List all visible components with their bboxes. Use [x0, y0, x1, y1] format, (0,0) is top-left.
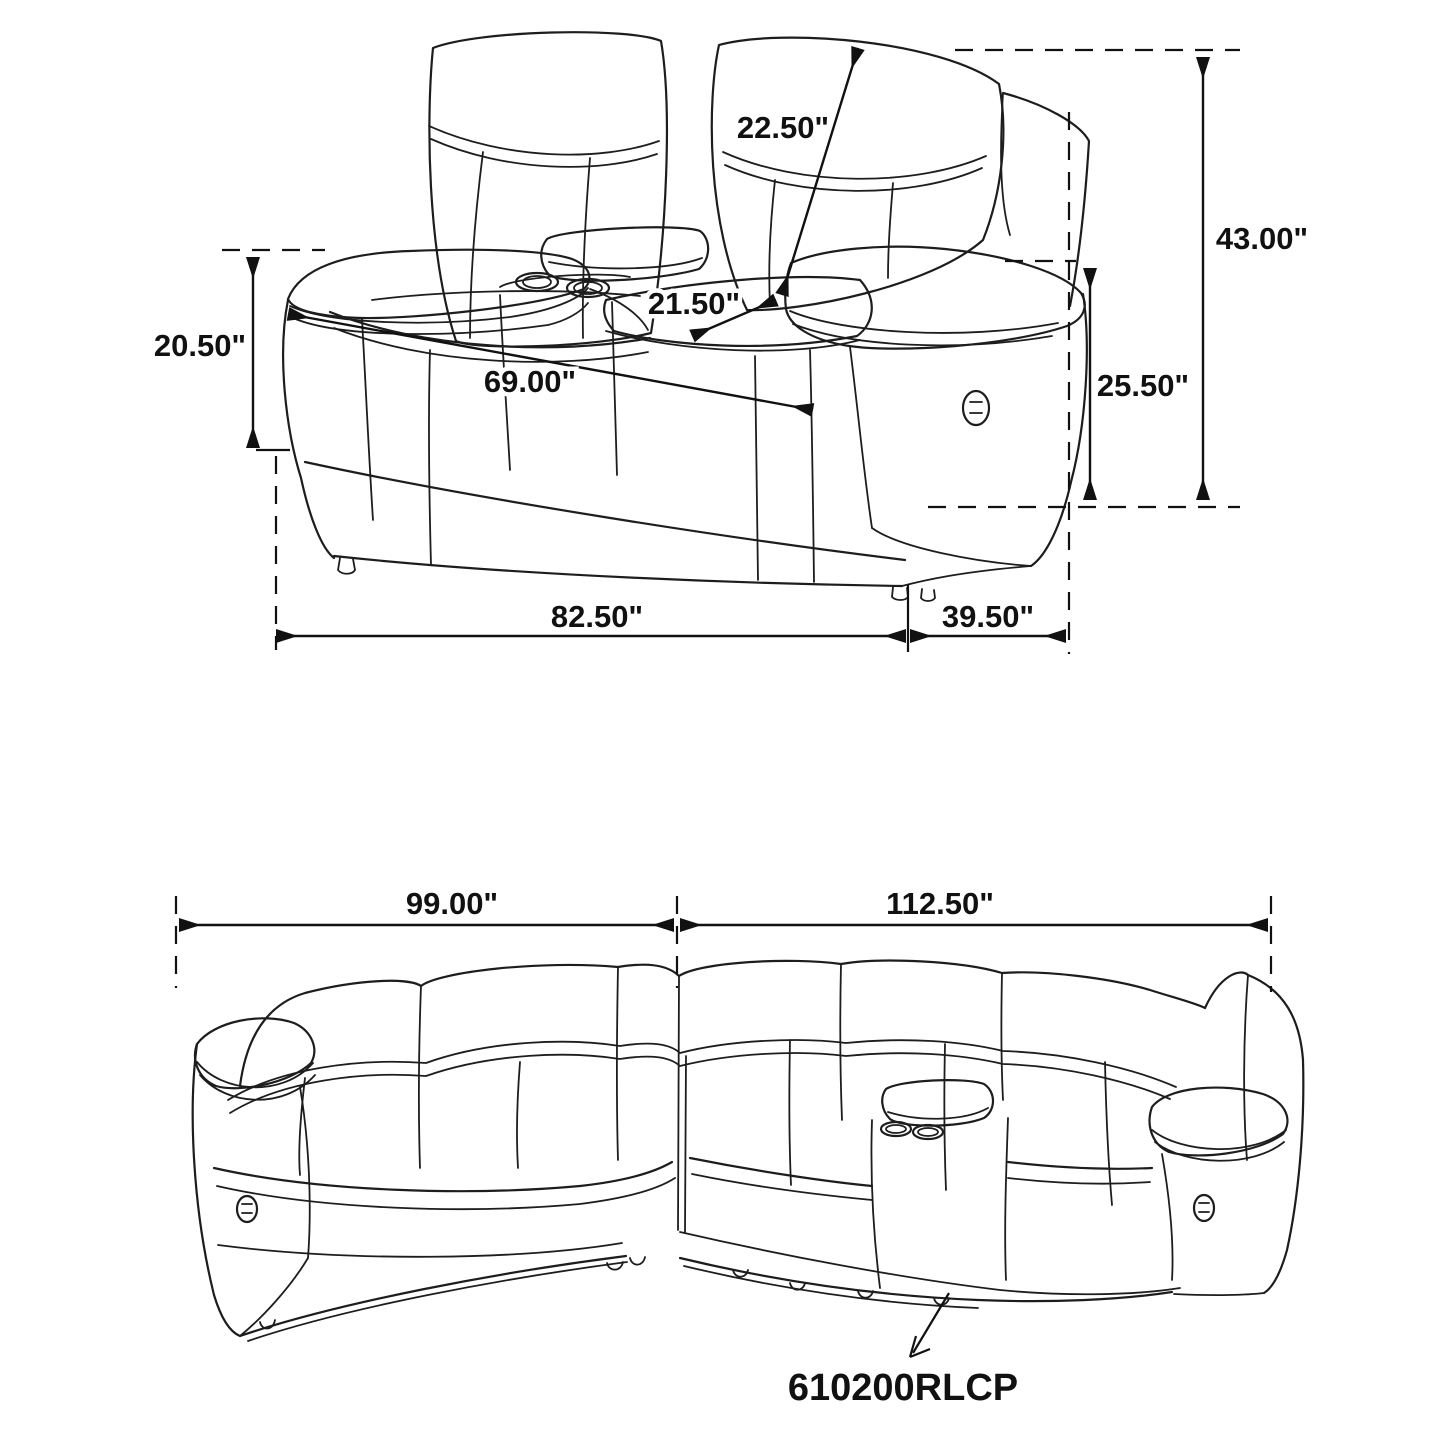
power-button-icon — [963, 391, 989, 425]
back-cushions-top — [240, 961, 1205, 1086]
right-wing-panel — [1205, 973, 1303, 1293]
right-wing-panel — [1003, 93, 1089, 306]
dim-overall-height-label: 43.00" — [1215, 221, 1309, 256]
cupholder-icon — [913, 1125, 943, 1139]
sectional-front-view — [176, 886, 1303, 1409]
dim-overall-depth-label: 39.50" — [941, 599, 1035, 634]
foot — [921, 589, 935, 601]
dim-right-section-width — [680, 886, 1271, 992]
dim-left-section-width — [176, 886, 677, 988]
model-leader-arrow-icon — [910, 1336, 930, 1357]
right-back-cushion — [712, 38, 1004, 311]
console — [871, 1080, 1008, 1288]
model-callout — [788, 1293, 1018, 1409]
model-leader-line — [913, 1293, 949, 1353]
cupholder-icon — [881, 1122, 911, 1136]
dim-overall-width — [276, 584, 908, 652]
right-arm — [785, 247, 1087, 566]
dim-overall-width-label: 82.50" — [550, 599, 644, 634]
sectional-line-art — [193, 961, 1304, 1341]
dim-overall-depth — [910, 599, 1066, 636]
dim-interior-width-label: 69.00" — [483, 364, 577, 399]
foot — [630, 1257, 645, 1265]
dim-arm-height-right-label: 25.50" — [1096, 368, 1190, 403]
front-base — [305, 350, 1031, 601]
dim-arm-height-right — [1005, 112, 1189, 654]
foot — [892, 587, 908, 600]
left-arm — [193, 1018, 315, 1336]
dim-seat-depth-label: 21.50" — [647, 286, 741, 321]
center-console — [500, 227, 708, 475]
power-button-icon — [237, 1196, 257, 1222]
dim-overall-height — [928, 50, 1308, 507]
dim-back-height-label: 22.50" — [736, 110, 830, 145]
base-rail — [240, 1256, 1264, 1341]
dim-right-section-width-label: 112.50" — [886, 886, 994, 921]
dim-arm-height-left-label: 20.50" — [153, 328, 247, 363]
loveseat-perspective-view — [154, 32, 1308, 654]
foot — [338, 558, 355, 574]
dim-back-height — [737, 48, 858, 295]
dim-left-section-width-label: 99.00" — [405, 886, 499, 921]
cupholder-icon — [516, 273, 558, 291]
power-button-icon — [1194, 1195, 1214, 1221]
right-arm — [1150, 1088, 1288, 1280]
model-number-label: 610200RLCP — [787, 1367, 1019, 1409]
left-arm — [283, 250, 589, 558]
